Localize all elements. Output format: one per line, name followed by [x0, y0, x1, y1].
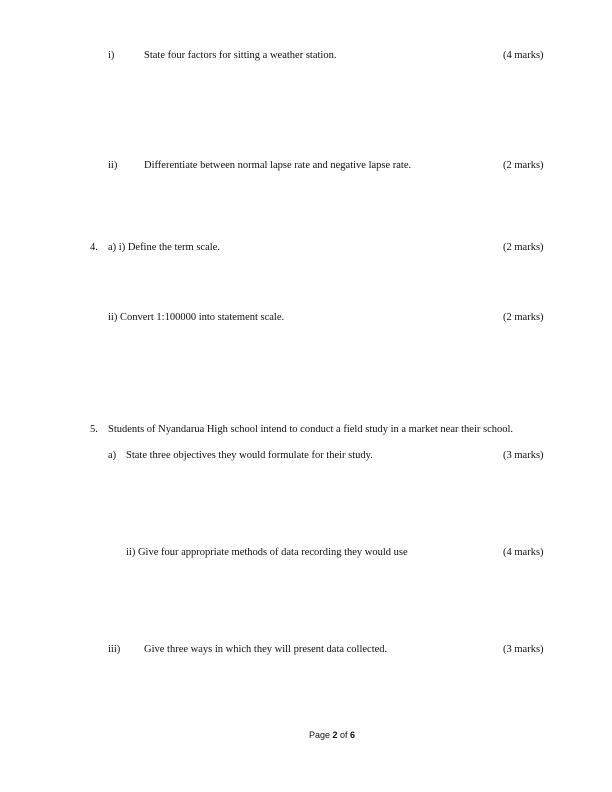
question-marks: (4 marks)	[503, 547, 544, 558]
question-text: State three objectives they would formulate for their study.	[126, 450, 373, 461]
footer-middle: of	[337, 730, 351, 740]
current-page: 2	[332, 730, 338, 740]
question-text: Students of Nyandarua High school intend to conduct a field study in a market near their school.	[108, 424, 514, 435]
question-label: a)	[108, 450, 117, 461]
question-marks: (4 marks)	[503, 50, 544, 61]
question-label: ii)	[108, 160, 118, 171]
question-text: ii) Convert 1:100000 into statement scale.	[108, 312, 285, 323]
question-label: i)	[108, 50, 115, 61]
question-marks: (2 marks)	[503, 312, 544, 323]
question-label: iii)	[108, 644, 121, 655]
page-number-footer	[0, 730, 612, 740]
question-marks: (2 marks)	[503, 242, 544, 253]
total-pages: 6	[350, 730, 356, 740]
question-number: 5.	[90, 424, 98, 435]
question-text: Differentiate between normal lapse rate and negative lapse rate.	[144, 160, 412, 171]
question-text: State four factors for sitting a weather station.	[144, 50, 337, 61]
question-marks: (3 marks)	[503, 450, 544, 461]
question-text: ii) Give four appropriate methods of data recording they would use	[126, 547, 408, 558]
question-text: Give three ways in which they will present data collected.	[144, 644, 388, 655]
question-text: a) i) Define the term scale.	[108, 242, 220, 253]
question-marks: (3 marks)	[503, 644, 544, 655]
footer-prefix: Page	[308, 730, 333, 740]
question-number: 4.	[90, 242, 98, 253]
question-marks: (2 marks)	[503, 160, 544, 171]
